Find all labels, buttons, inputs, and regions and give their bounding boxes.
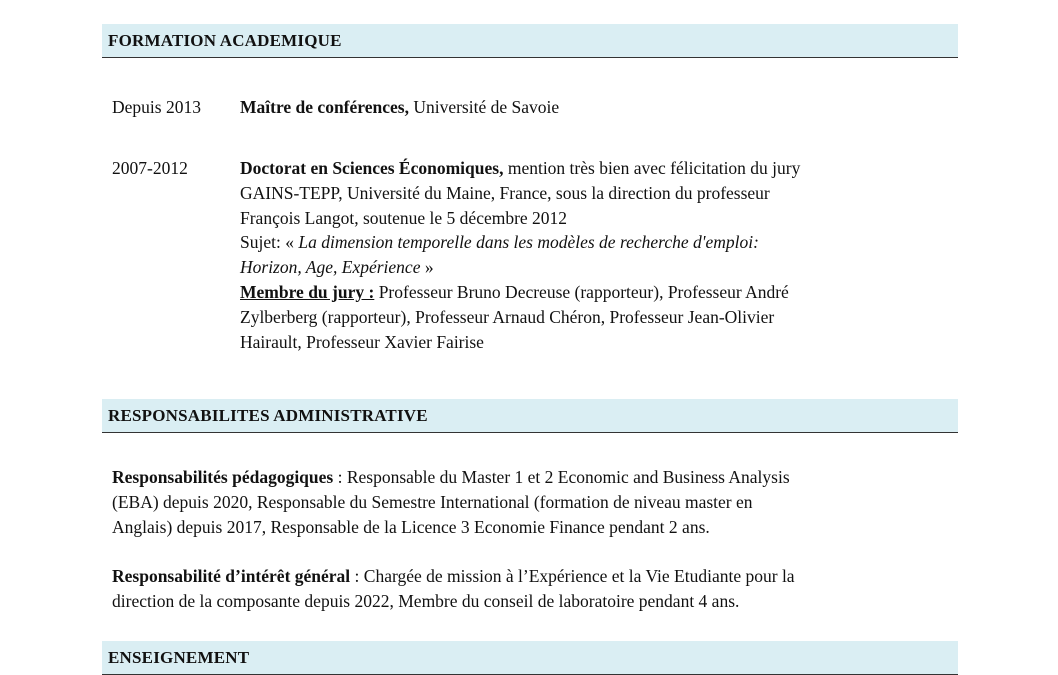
jury-text: Zylberberg (rapporteur), Professeur Arnaud Chéron, Professeur Jean-Olivier [240,306,775,327]
entry-text: mention très bien avec félicitation du jury [503,158,801,178]
responsabilite-interet-general [112,564,952,614]
section-title: RESPONSABILITES ADMINISTRATIVE [108,406,428,425]
para-text: : Responsable du Master 1 et 2 Economic and Business Analysis [333,467,790,487]
sujet-title: Horizon, Age, Expérience [240,257,421,278]
entry-text: François Langot, soutenue le 5 décembre 2012 [240,207,568,228]
para-text: : Chargée de mission à l’Expérience et la Vie Etudiante pour la [350,566,795,586]
entry-body [240,156,956,354]
para-text: (EBA) depuis 2020, Responsable du Semestre International (formation de niveau master en [112,491,753,512]
sujet-close: » [420,257,434,278]
para-label: Responsabilité d’intérêt général [112,566,351,586]
section-header-enseignement [102,641,958,675]
entry-title: Maître de conférences, [240,97,409,117]
section-title: FORMATION ACADEMIQUE [108,31,342,50]
para-label: Responsabilités pédagogiques [112,467,334,487]
entry-title: Doctorat en Sciences Économiques, [240,158,504,178]
jury-text: Hairault, Professeur Xavier Fairise [240,331,484,352]
jury-text: Professeur Bruno Decreuse (rapporteur), Professeur André [374,281,789,302]
entry-date: Depuis 2013 [112,97,201,117]
responsabilites-pedagogiques [112,465,952,539]
entry-institution: Université de Savoie [408,97,560,117]
sujet-label: Sujet: « [240,232,294,253]
section-title: ENSEIGNEMENT [108,648,250,667]
section-header-formation [102,24,958,58]
entry-date: 2007-2012 [112,158,188,178]
sujet-title: La dimension temporelle dans les modèles de recherche d'emploi: [293,232,759,253]
entry-body [240,95,956,120]
entry-text: GAINS-TEPP, Université du Maine, France, sous la direction du professeur [240,182,770,203]
para-text: Anglais) depuis 2017, Responsable de la Licence 3 Economie Finance pendant 2 ans. [112,516,710,537]
para-text: direction de la composante depuis 2022, Membre du conseil de laboratoire pendant 4 ans. [112,590,740,611]
section-header-responsabilites [102,399,958,433]
jury-label: Membre du jury : [240,281,375,302]
